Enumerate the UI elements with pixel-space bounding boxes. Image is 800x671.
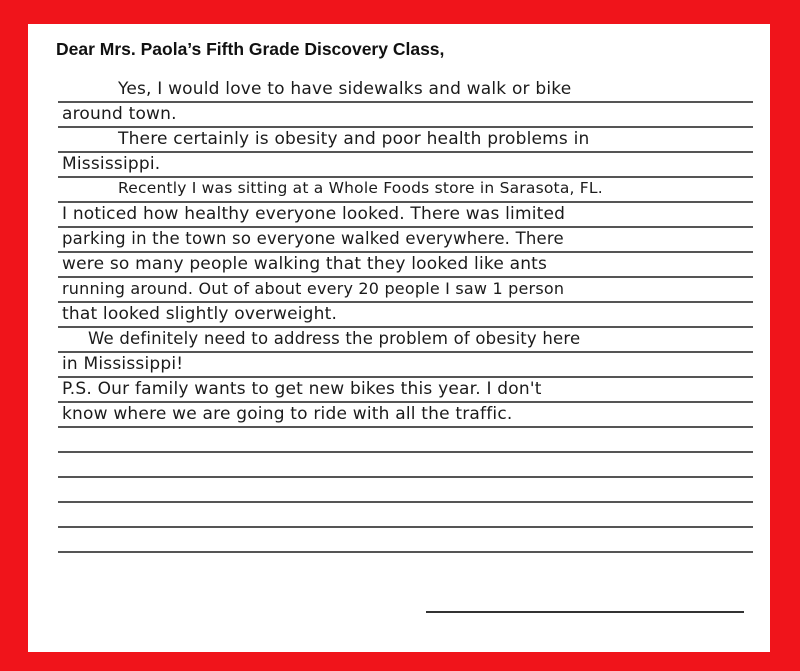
- ruled-line: [58, 151, 753, 153]
- ruled-line: [58, 551, 753, 553]
- letter-line: parking in the town so everyone walked everywhere. There: [62, 229, 564, 248]
- letter-card: [28, 24, 770, 652]
- ruled-line: [58, 326, 753, 328]
- letter-line: in Mississippi!: [62, 354, 184, 374]
- letter-line: There certainly is obesity and poor health problems in: [118, 129, 590, 149]
- ruled-line: [58, 476, 753, 478]
- letter-line: I noticed how healthy everyone looked. There was limited: [62, 204, 566, 224]
- ruled-line: [58, 226, 753, 228]
- letter-line: We definitely need to address the problem of obesity here: [88, 329, 581, 348]
- letter-line: around town.: [62, 104, 177, 124]
- ruled-line: [58, 201, 753, 203]
- ruled-line: [58, 526, 753, 528]
- letter-line: running around. Out of about every 20 people I saw 1 person: [62, 279, 565, 298]
- ruled-line: [58, 351, 753, 353]
- letter-line: Mississippi.: [62, 154, 161, 174]
- ruled-line: [58, 376, 753, 378]
- ruled-line: [58, 501, 753, 503]
- ruled-line: [58, 101, 753, 103]
- ruled-line: [58, 401, 753, 403]
- ruled-line: [58, 276, 753, 278]
- ruled-line: [58, 426, 753, 428]
- letter-line: P.S. Our family wants to get new bikes this year. I don't: [62, 379, 542, 399]
- ruled-line: [58, 301, 753, 303]
- letter-greeting: Dear Mrs. Paola’s Fifth Grade Discovery Class,: [56, 39, 445, 59]
- ruled-line: [58, 126, 753, 128]
- letter-line: were so many people walking that they looked like ants: [62, 254, 548, 274]
- letter-line: know where we are going to ride with all the traffic.: [62, 404, 513, 424]
- ruled-line: [58, 251, 753, 253]
- letter-line: Recently I was sitting at a Whole Foods store in Sarasota, FL.: [118, 179, 603, 197]
- signature-line: [426, 611, 744, 613]
- letter-line: Yes, I would love to have sidewalks and walk or bike: [118, 79, 572, 99]
- ruled-line: [58, 451, 753, 453]
- ruled-line: [58, 176, 753, 178]
- letter-line: that looked slightly overweight.: [62, 304, 338, 324]
